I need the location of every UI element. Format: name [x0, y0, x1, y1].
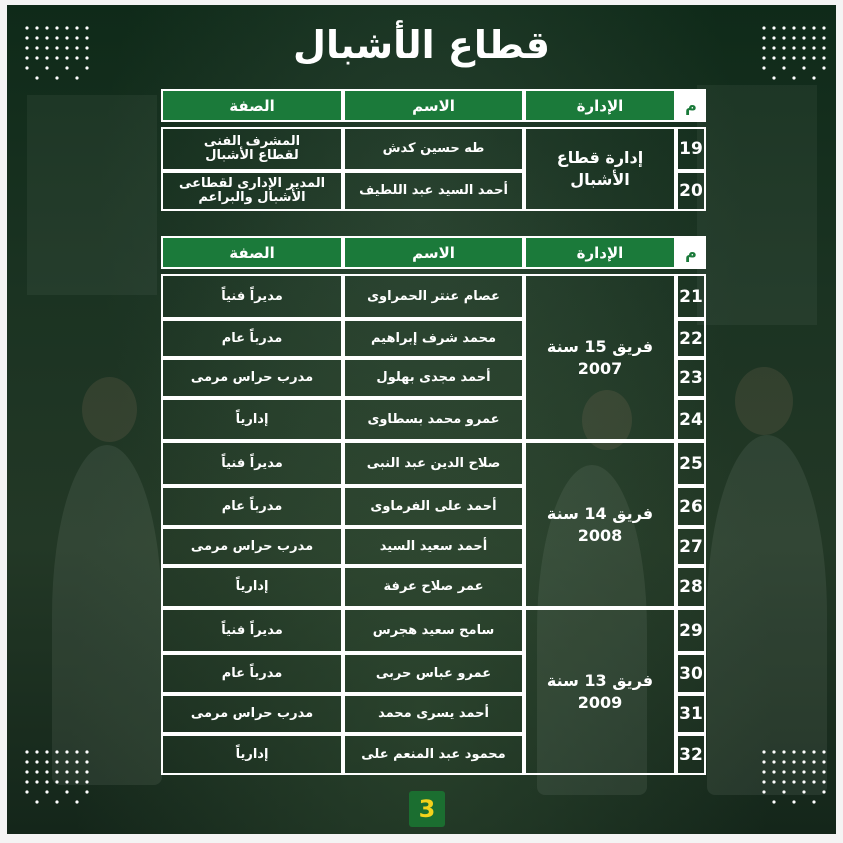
row-number: 32	[676, 734, 706, 775]
header-dept: الإدارة	[524, 236, 676, 269]
dot	[822, 780, 825, 783]
role-cell	[161, 171, 343, 211]
dot	[75, 800, 78, 803]
dot	[802, 760, 805, 763]
dot	[802, 790, 805, 793]
dot	[822, 770, 825, 773]
dot	[802, 750, 805, 753]
poster	[7, 5, 836, 834]
dot	[762, 780, 765, 783]
name-cell: عمرو عباس حربى	[343, 653, 524, 694]
dot	[85, 780, 88, 783]
name-cell: أحمد يسرى محمد	[343, 694, 524, 734]
row-number: 26	[676, 486, 706, 527]
role-cell: مديراً فنياً	[161, 608, 343, 653]
dot	[802, 780, 805, 783]
dot	[792, 780, 795, 783]
role-cell: مدرباً عام	[161, 653, 343, 694]
dot	[65, 770, 68, 773]
dot	[762, 770, 765, 773]
dot	[45, 790, 48, 793]
dot	[812, 770, 815, 773]
dot	[762, 790, 765, 793]
dot	[65, 780, 68, 783]
dot	[782, 760, 785, 763]
role-cell: إدارياً	[161, 398, 343, 441]
dot	[792, 76, 795, 79]
row-number: 23	[676, 358, 706, 398]
role-cell: مدرب حراس مرمى	[161, 358, 343, 398]
dept-label: فريق 15 سنة	[546, 336, 654, 356]
row-number: 30	[676, 653, 706, 694]
role-cell: مدرب حراس مرمى	[161, 694, 343, 734]
row-number: 25	[676, 441, 706, 486]
dot	[55, 800, 58, 803]
name-cell: عصام عنتر الحمراوى	[343, 274, 524, 319]
dot	[782, 750, 785, 753]
header-num: م	[676, 236, 706, 269]
dept-cell	[524, 127, 676, 211]
dept-year: 2009	[577, 692, 623, 712]
dot	[75, 750, 78, 753]
role-cell: مديراً فنياً	[161, 274, 343, 319]
dot	[75, 770, 78, 773]
dept-cell	[524, 274, 676, 441]
dot	[762, 750, 765, 753]
dot	[75, 76, 78, 79]
dot	[812, 780, 815, 783]
dot	[822, 750, 825, 753]
row-number: 31	[676, 694, 706, 734]
name-cell: أحمد على الفرماوى	[343, 486, 524, 527]
dot	[75, 780, 78, 783]
dot	[55, 76, 58, 79]
dot	[772, 750, 775, 753]
dept-cell	[524, 608, 676, 775]
dot	[822, 760, 825, 763]
dot	[55, 780, 58, 783]
dot	[772, 76, 775, 79]
name-cell: عمر صلاح عرفة	[343, 566, 524, 608]
name-cell: عمرو محمد بسطاوى	[343, 398, 524, 441]
dot	[792, 800, 795, 803]
dot	[772, 770, 775, 773]
dot	[25, 770, 28, 773]
dot	[792, 750, 795, 753]
dot	[45, 750, 48, 753]
row-number: 22	[676, 319, 706, 358]
row-number: 19	[676, 127, 706, 171]
page-title: قطاع الأشبال	[292, 23, 551, 67]
background-building	[27, 95, 157, 295]
name-cell: أحمد السيد عبد اللطيف	[343, 171, 524, 211]
name-cell: أحمد سعيد السيد	[343, 527, 524, 566]
dot	[35, 750, 38, 753]
role-cell: مديراً فنياً	[161, 441, 343, 486]
dot	[25, 790, 28, 793]
dot	[25, 780, 28, 783]
header-num: م	[676, 89, 706, 122]
dot-pattern-bottom-right	[759, 747, 829, 807]
role-cell	[161, 127, 343, 171]
dot	[35, 76, 38, 79]
background-player	[707, 435, 827, 795]
name-cell: طه حسين كدش	[343, 127, 524, 171]
dot	[35, 760, 38, 763]
dot	[85, 760, 88, 763]
dept-year: 2008	[577, 525, 623, 545]
dot	[65, 760, 68, 763]
dot	[35, 800, 38, 803]
dot	[85, 750, 88, 753]
dot	[85, 770, 88, 773]
header-dept: الإدارة	[524, 89, 676, 122]
dot	[55, 770, 58, 773]
role-cell: إدارياً	[161, 566, 343, 608]
dot	[762, 760, 765, 763]
dot	[812, 750, 815, 753]
dot	[812, 76, 815, 79]
dot	[782, 780, 785, 783]
dot	[822, 790, 825, 793]
dot	[772, 800, 775, 803]
dot	[782, 770, 785, 773]
dot	[35, 780, 38, 783]
background-player	[52, 445, 162, 785]
row-number: 20	[676, 171, 706, 211]
dept-cell	[524, 441, 676, 608]
row-number: 21	[676, 274, 706, 319]
dot	[792, 760, 795, 763]
role-line: لقطاع الأشبال	[205, 148, 299, 163]
dept-label: فريق 13 سنة	[546, 670, 654, 690]
dot	[65, 790, 68, 793]
dept-label: فريق 14 سنة	[546, 503, 654, 523]
name-cell: صلاح الدين عبد النبى	[343, 441, 524, 486]
dot	[772, 780, 775, 783]
dot-pattern-bottom-left	[22, 747, 92, 807]
row-number: 24	[676, 398, 706, 441]
role-cell: مدرب حراس مرمى	[161, 527, 343, 566]
header-role: الصفة	[161, 236, 343, 269]
dot	[45, 780, 48, 783]
background-player-head	[82, 377, 137, 442]
name-cell: محمد شرف إبراهيم	[343, 319, 524, 358]
dot	[812, 760, 815, 763]
dot	[55, 750, 58, 753]
dot	[45, 770, 48, 773]
name-cell: محمود عبد المنعم على	[343, 734, 524, 775]
dot	[25, 750, 28, 753]
name-cell: أحمد مجدى بهلول	[343, 358, 524, 398]
dot	[812, 800, 815, 803]
header-name: الاسم	[343, 236, 524, 269]
dept-label: إدارة قطاع الأشبال	[556, 148, 644, 189]
role-line: المشرف الفنى	[203, 134, 301, 149]
header-name: الاسم	[343, 89, 524, 122]
role-cell: مدرباً عام	[161, 486, 343, 527]
page-number: 3	[409, 791, 445, 827]
dot	[25, 760, 28, 763]
dot	[782, 790, 785, 793]
role-cell: مدرباً عام	[161, 319, 343, 358]
dot	[45, 760, 48, 763]
dot	[85, 790, 88, 793]
background-building	[697, 85, 817, 325]
dot	[792, 770, 795, 773]
dot	[65, 750, 68, 753]
row-number: 29	[676, 608, 706, 653]
dept-year: 2007	[577, 358, 623, 378]
row-number: 28	[676, 566, 706, 608]
dot	[772, 760, 775, 763]
role-line: الأشبال والبراعم	[198, 190, 306, 205]
dot	[35, 770, 38, 773]
dot	[802, 770, 805, 773]
row-number: 27	[676, 527, 706, 566]
role-line: المدير الإدارى لقطاعى	[178, 176, 326, 191]
role-cell: إدارياً	[161, 734, 343, 775]
dot	[55, 760, 58, 763]
header-role: الصفة	[161, 89, 343, 122]
name-cell: سامح سعيد هجرس	[343, 608, 524, 653]
background-player-head	[735, 367, 793, 435]
dot	[75, 760, 78, 763]
